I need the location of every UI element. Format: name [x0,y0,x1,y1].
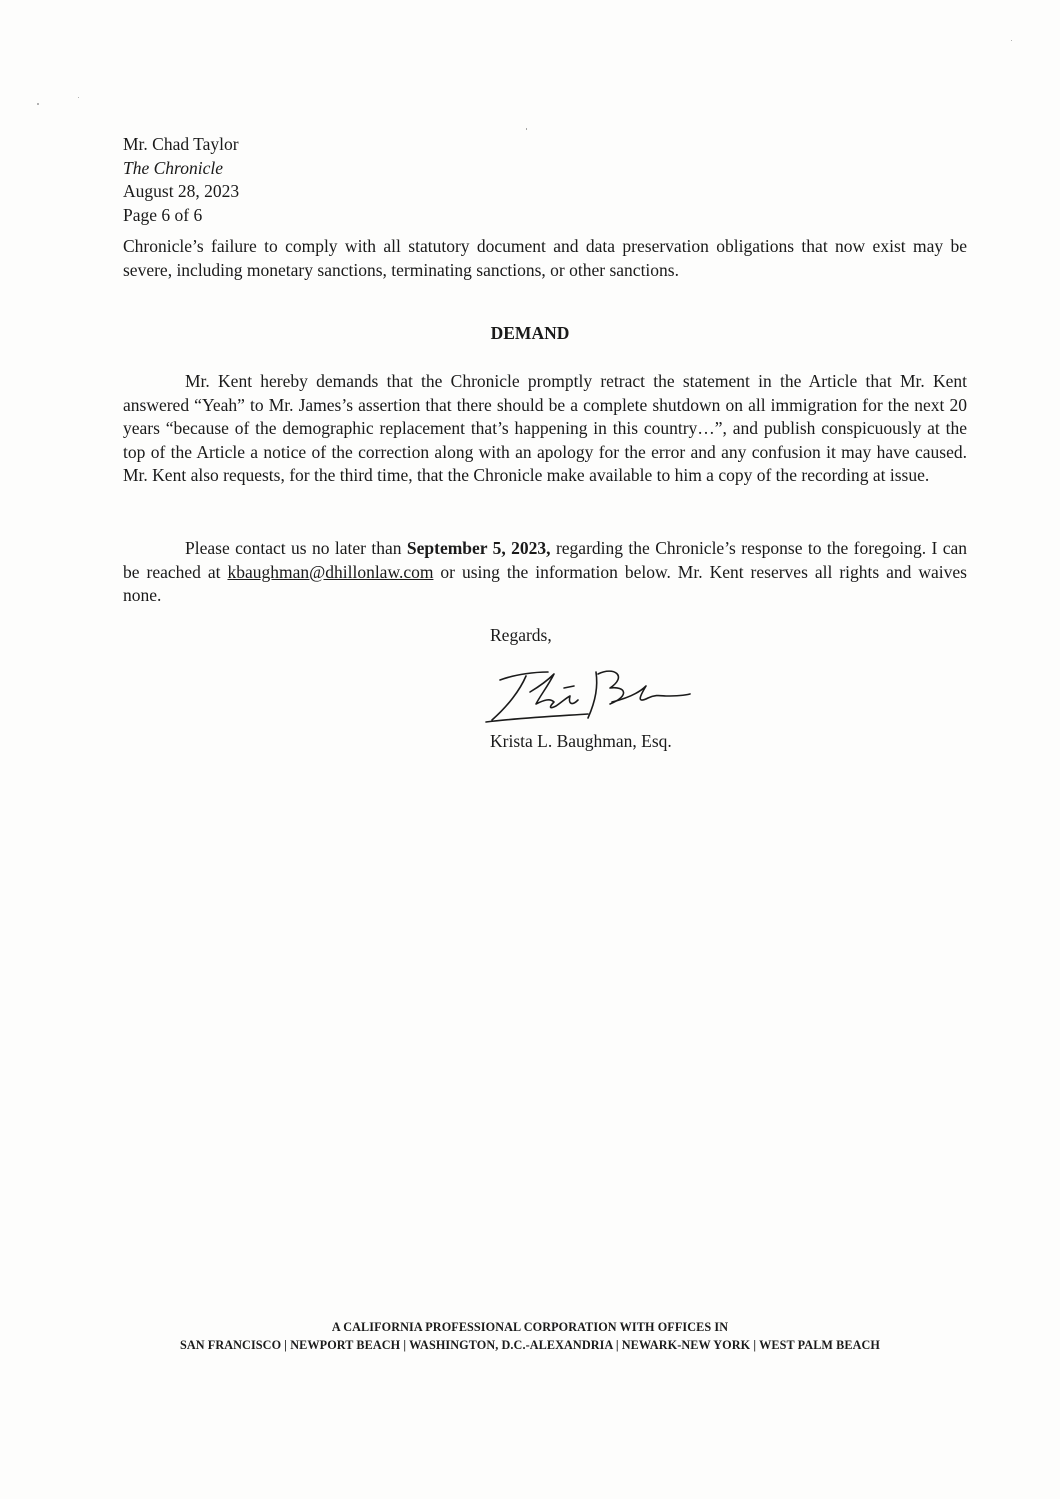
closing-salutation: Regards, [490,625,552,645]
contact-text: regarding the Chronicle’s response to the foregoing. I can be reached at [123,538,968,582]
recipient-name: Mr. Chad Taylor [123,134,239,154]
contact-paragraph [123,537,967,608]
letter-header [123,133,239,227]
footer-line-corporation: A CALIFORNIA PROFESSIONAL CORPORATION WITH OFFICES IN [331,1320,729,1334]
contact-text: or using the information below. Mr. Kent reserves all rights and waives none. [123,561,967,605]
letter-date: August 28, 2023 [123,181,240,201]
intro-paragraph: Chronicle’s failure to comply with all statutory document and data preservation obligations that now exist may be severe, including monetary sanctions, terminating sanctions, or other sanctions. [123,236,967,280]
scan-speck [526,128,527,130]
contact-text: Please contact us no later than [185,538,407,558]
page-number: Page 6 of 6 [123,204,203,225]
email-link[interactable]: kbaughman@dhillonlaw.com [227,561,434,582]
publication-name: The Chronicle [123,157,223,178]
scan-speck [78,97,79,98]
scan-speck [37,103,39,105]
scan-speck [1011,40,1012,41]
letterhead-footer [0,1318,1060,1354]
footer-line-offices: SAN FRANCISCO | NEWPORT BEACH | WASHINGTON, D.C.-ALEXANDRIA | NEWARK-NEW YORK | WEST PALM BEACH [179,1338,881,1352]
section-heading: DEMAND [490,323,570,343]
signer-name: Krista L. Baughman, Esq. [490,731,672,751]
handwritten-signature [478,662,698,732]
deadline-date: September 5, 2023, [406,538,551,558]
demand-paragraph: Mr. Kent hereby demands that the Chronicle promptly retract the statement in the Article that Mr. Kent answered “Yeah” to Mr. James’s assertion that there should be a complete shutdown on all immigration for the next 20 years “because of the demographic replacement that’s happening in this country…”, and publish conspicuously at the top of the Article a notice of the correction along with an apology for the error and any confusion it may have caused. Mr. Kent also requests, for the third time, that the Chronicle make available to him a copy of the recording at issue. [123,371,967,485]
